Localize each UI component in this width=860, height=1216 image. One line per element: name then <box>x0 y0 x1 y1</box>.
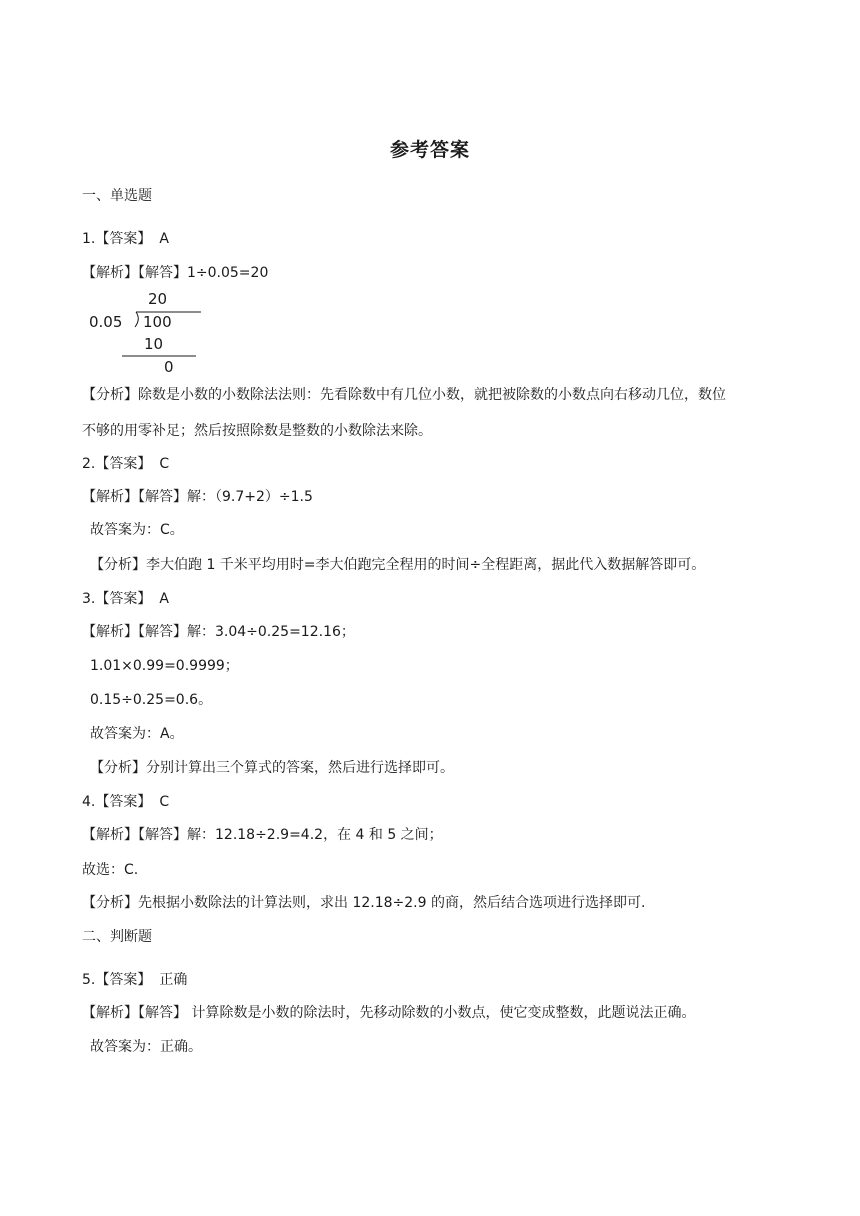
q2-solution: 【解析】【解答】解：（9.7+2）÷1.5 <box>82 489 313 505</box>
q4-conclusion: 故选：C. <box>82 862 139 878</box>
q4-answer-label: 4.【答案】 <box>82 794 152 810</box>
q4-analysis: 【分析】先根据小数除法的计算法则，求出 12.18÷2.9 的商，然后结合选项进行选择即可. <box>82 895 646 911</box>
q5-answer-value: 正确 <box>159 972 188 988</box>
q1-answer-label: 1.【答案】 <box>82 231 152 247</box>
q4-solution: 【解析】【解答】解：12.18÷2.9=4.2，在 4 和 5 之间； <box>82 827 443 843</box>
q3-answer-label: 3.【答案】 <box>82 591 152 607</box>
q3-solution-line2: 1.01×0.99=0.9999； <box>90 658 239 674</box>
section-heading-true-false: 二、判断题 <box>82 929 152 945</box>
long-division-step: 10 <box>144 335 164 353</box>
division-bracket <box>135 312 138 327</box>
q3-solution-line3: 0.15÷0.25=0.6。 <box>90 692 213 708</box>
long-division-dividend: 100 <box>143 313 172 331</box>
q1-analysis-line2: 不够的用零补足；然后按照除数是整数的小数除法来除。 <box>82 423 432 439</box>
q2-answer <box>82 454 169 474</box>
long-division-divisor: 0.05 <box>89 313 123 331</box>
q1-solution: 【解析】【解答】1÷0.05=20 <box>82 265 269 281</box>
section-heading-single-choice: 一、单选题 <box>82 188 152 204</box>
q2-analysis: 【分析】李大伯跑 1 千米平均用时=李大伯跑完全程用的时间÷全程距离，据此代入数据解答即可。 <box>90 557 706 573</box>
q3-answer <box>82 589 169 609</box>
q2-answer-label: 2.【答案】 <box>82 456 152 472</box>
q5-conclusion: 故答案为：正确。 <box>90 1039 202 1055</box>
q5-answer <box>82 970 187 990</box>
long-division-svg <box>86 286 226 378</box>
q5-solution: 【解析】【解答】 计算除数是小数的除法时，先移动除数的小数点，使它变成整数，此题说法正确。 <box>82 1005 696 1021</box>
q3-solution: 【解析】【解答】解：3.04÷0.25=12.16； <box>82 624 355 640</box>
q1-answer-value: A <box>159 231 169 247</box>
q2-conclusion: 故答案为：C。 <box>90 522 184 538</box>
q3-conclusion: 故答案为：A。 <box>90 726 184 742</box>
page-title: 参考答案 <box>389 139 470 161</box>
q5-answer-label: 5.【答案】 <box>82 972 152 988</box>
long-division-quotient: 20 <box>148 290 168 308</box>
q1-answer <box>82 229 169 249</box>
q1-analysis-line1: 【分析】除数是小数的小数除法法则：先看除数中有几位小数，就把被除数的小数点向右移动几位，数位 <box>82 387 726 403</box>
long-division-remainder: 0 <box>164 358 174 376</box>
q3-analysis: 【分析】分别计算出三个算式的答案，然后进行选择即可。 <box>90 760 454 776</box>
long-division-figure <box>86 286 226 378</box>
q4-answer-value: C <box>159 794 170 810</box>
q2-answer-value: C <box>159 456 170 472</box>
q3-answer-value: A <box>159 591 169 607</box>
q4-answer <box>82 792 169 812</box>
